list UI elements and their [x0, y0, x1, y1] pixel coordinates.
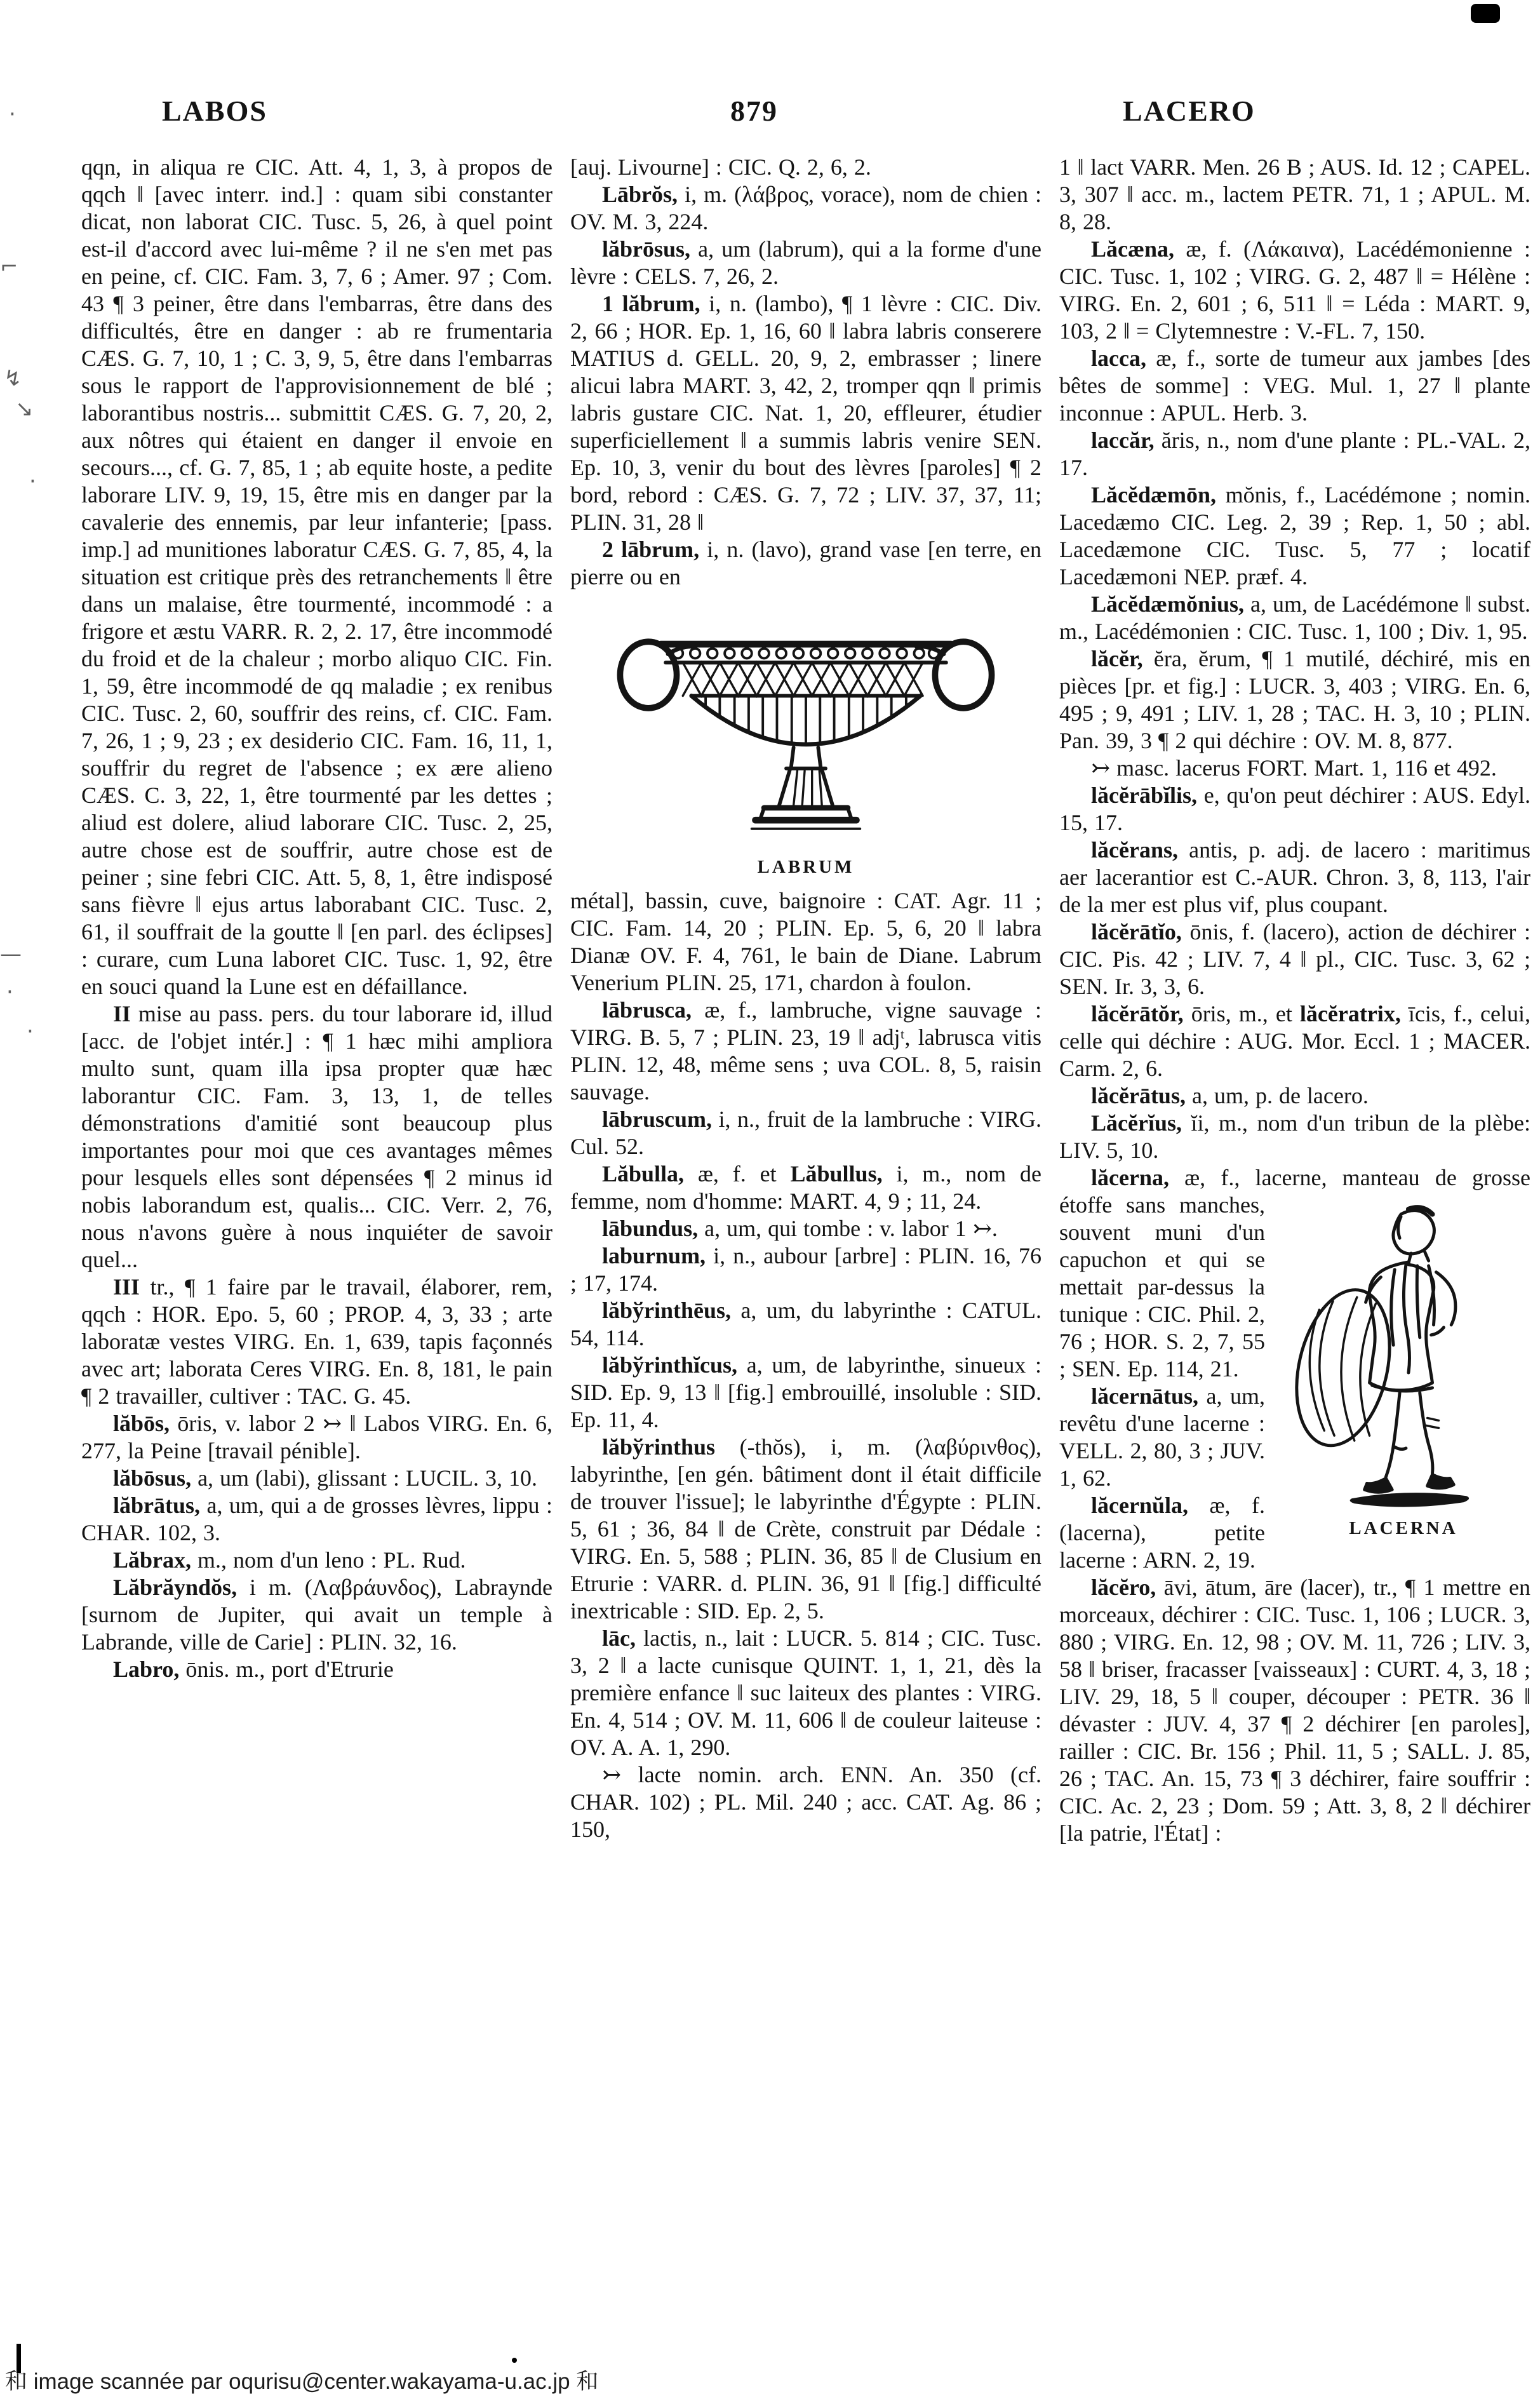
dictionary-entry: 1 lăbrum, i, n. (lambo), ¶ 1 lèvre : CIC. Div. 2, 66 ; HOR. Ep. 1, 16, 60 ‖ labra labris conserere MATIUS d. GELL. 20, 9, 2, embrasser ; linere alicui labra MART. 3, 42, 2, tromper qqn ‖ primis labris gustare CIC. Nat. 1, 20, effleurer, étudier superficiellement ‖ a summis labris venire SEN. Ep. 10, 3, venir du bout des lèvres [paroles] ¶ 2 bord, rebord : CÆS. G. 7, 72 ; LIV. 37, 37, 11; PLIN. 31, 28 ‖ [570, 291, 1041, 535]
dictionary-entry: lăcĕrātĭo, ōnis, f. (lacero), action de déchirer : CIC. Pis. 42 ; LIV. 7, 4 ‖ pl., CIC. Tusc. 3, 62 ; SEN. Ir. 3, 3, 6. [1059, 919, 1530, 999]
headword: lăcernātus, [1091, 1383, 1198, 1409]
headword: Lăcæna, [1091, 236, 1175, 262]
dictionary-entry: lăbōs, ōris, v. labor 2 ↣ ‖ Labos VIRG. En. 6, 277, la Peine [travail pénible]. [81, 1411, 552, 1463]
headword: 1 lăbrum, [602, 291, 700, 316]
dictionary-entry: lāc, lactis, n., lait : LUCR. 5. 814 ; CIC. Tusc. 3, 2 ‖ a lacte cunisque QUINT. 1, 1, 21, dès la première enfance ‖ suc laiteux des plantes : VIRG. En. 4, 514 ; OV. M. 11, 606 ‖ de couleur laiteuse : OV. A. A. 1, 290. [570, 1625, 1041, 1760]
pencil-mark: · [9, 102, 16, 127]
dictionary-entry: lăbrātus, a, um, qui a de grosses lèvres, lippu : CHAR. 102, 3. [81, 1493, 552, 1545]
headword: lăbrōsus, [602, 236, 691, 262]
page-number: 879 [730, 95, 778, 127]
headword: Lăcĕdæmōn, [1091, 482, 1216, 507]
dictionary-entry: lăcĕrātus, a, um, p. de lacero. [1091, 1083, 1369, 1108]
headword: Labro, [113, 1657, 180, 1682]
headword: lăbrātus, [113, 1493, 201, 1518]
headword: Lăbullus, [790, 1161, 883, 1186]
dictionary-entry: lăbўrinthus (-thŏs), i, m. (λαβύρινθος), labyrinthe, [en gén. bâtiment dont il était difficile de trouver l'issue]; le labyrinthe d'Égypte : PLIN. 5, 61 ; 36, 84 ‖ de Crète, construit par Dédale : VIRG. En. 5, 588 ; PLIN. 36, 85 ‖ de Clusium en Etrurie : VARR. d. PLIN. 36, 91 ‖ [fig.] difficulté inextricable : SID. Ep. 2, 5. [570, 1434, 1041, 1623]
headword: Lăbrax, [113, 1547, 192, 1573]
headword: lăbўrinthus [602, 1434, 716, 1460]
dictionary-entry: Lābrŏs, i, m. (λάβρος, vorace), nom de chien : OV. M. 3, 224. [570, 182, 1041, 234]
headword: lăcĕrans, [1091, 837, 1178, 863]
column-left [81, 154, 552, 1683]
dictionary-entry: Lăcĕdæmōn, mŏnis, f., Lacédémone ; nomin. Lacedæmo CIC. Leg. 2, 39 ; Rep. 1, 50 ; abl. Lacedæmone CIC. Tusc. 5, 77 ; locatif Lacedæmoni NEP. præf. 4. [1059, 482, 1530, 589]
dictionary-entry: lăcernātus, a, um, revêtu d'une lacerne : VELL. 2, 80, 3 ; JUV. 1, 62. [1059, 1383, 1265, 1491]
pencil-mark: — [0, 941, 22, 967]
dictionary-entry: lăcĕrans, antis, p. adj. de lacero : maritimus aer lacerantior est C.-AUR. Chron. 3, 8, 113, l'air de la mer est plus vif, plus coupant. [1059, 837, 1530, 917]
dictionary-entry: lābruscum, i, n., fruit de la lambruche : VIRG. Cul. 52. [570, 1106, 1041, 1159]
headword: lăcĕrātĭo, [1091, 919, 1182, 944]
headword: Lābrŏs, [602, 182, 678, 207]
entry-continuation: qqn, in aliqua re CIC. Att. 4, 1, 3, à propos de qqch ‖ [avec interr. ind.] : quam sibi constanter dicat, non laborat CIC. Tusc. 5, 26, à quel point est-il d'accord avec lui-même ? il ne s'en met pas en peine, cf. CIC. Fam. 3, 7, 6 ; Amer. 97 ; Com. 43 ¶ 3 peiner, être dans l'embarras, être dans des difficultés, être en danger : ab re frumentaria CÆS. G. 7, 10, 1 ; C. 3, 9, 5, être dans l'embarras sous le rapport de l'approvisionnement de blé ; laborantibus nostris... submittit CÆS. G. 7, 20, 2, aux nôtres qui étaient en danger il envoie en secours..., cf. G. 7, 85, 1 ; ab equite hoste, a pedite laborare LIV. 9, 19, 15, être mis en danger par la cavalerie des ennemis, par leur infanterie; [pass. imp.] ad munitiones laboratur CÆS. G. 7, 85, 4, la situation est critique près des retranchements ‖ être dans un malaise, être tourmenté, incommodé : a frigore et æstu VARR. R. 2, 2. 17, être incommodé du froid et de la chaleur ; morbo aliquo CIC. Fin. 1, 59, être incommodé de qq maladie ; ex renibus CIC. Tusc. 2, 60, souffrir des reins, cf. CIC. Fam. 7, 26, 1 ; 9, 23 ; ex desiderio CIC. Fam. 16, 11, 1, souffrir du regret de l'absence ; ex ære alieno CÆS. C. 3, 22, 1, être tourmenté par les dettes ; aliud est dolere, aliud laborare CIC. Tusc. 2, 25, autre chose est de souffrir, autre chose est de peiner ; sine febri CIC. Att. 5, 8, 1, être indisposé sans fièvre ‖ ejus artus laborabant CIC. Tusc. 2, 61, il souffrait de la goutte ‖ [en parl. des éclipses] : curare, cum Luna laboret CIC. Tusc. 1, 92, être en souci quand la Lune est en défaillance. [81, 154, 552, 999]
headword: lăcĕro, [1091, 1575, 1156, 1600]
headword: lābrusca, [602, 997, 692, 1023]
headword: lăcĕrābĭlis, [1091, 783, 1197, 808]
column-middle [570, 154, 1041, 1843]
headword: lăcernŭla, [1091, 1493, 1188, 1518]
header-keyword-left: LABOS [162, 95, 267, 127]
pencil-mark: · [27, 1019, 34, 1044]
headword: Lăbulla, [602, 1161, 685, 1186]
dictionary-entry: Lăcĕrĭus, ĭi, m., nom d'un tribun de la plèbe: LIV. 5, 10. [1059, 1110, 1530, 1163]
dictionary-entry: laburnum, i, n., aubour [arbre] : PLIN. 16, 76 ; 17, 174. [570, 1243, 1041, 1296]
pencil-mark: · [6, 979, 13, 1005]
dictionary-entry: laccăr, ăris, n., nom d'une plante : PL.-VAL. 2, 17. [1059, 427, 1530, 480]
pencil-mark: ↘ [15, 396, 34, 422]
header-keyword-right: LACERO [1123, 95, 1255, 127]
dictionary-entry: Lăbulla, æ, f. et Lăbullus, i, m., nom de femme, nom d'homme: MART. 4, 9 ; 11, 24. [570, 1161, 1041, 1214]
lacerna-figure-drawing [1278, 1195, 1529, 1510]
headword: lābruscum, [602, 1106, 713, 1132]
scan-artifact-dot [512, 2358, 517, 2363]
dictionary-entry: III tr., ¶ 1 faire par le travail, élaborer, rem, qqch : HOR. Epo. 5, 60 ; PROP. 4, 3, 33 ; arte laboratæ vestes VIRG. En. 1, 639, tapis façonnés avec art; laborata Ceres VIRG. En. 8, 181, le pain ¶ 2 travailler, cultiver : TAC. G. 45. [81, 1274, 552, 1409]
dictionary-entry: lăcerna, æ, f., lacerne, manteau LACERNA de grosse étoffe sans manches, souvent muni d'un capuchon et qui se mettait par-dessus la tunique : CIC. Phil. 2, 76 ; HOR. S. 2, 7, 55 ; SEN. Ep. 114, 21. [1059, 1164, 1530, 1383]
entry-continuation: [auj. Livourne] : CIC. Q. 2, 6, 2. [570, 154, 871, 180]
headword: lăbўrinthĭcus, [602, 1352, 738, 1378]
headword: Lăbrăyndŏs, [113, 1575, 238, 1600]
labrum-illustration [609, 602, 1003, 881]
headword: lăcĕratrix, [1299, 1001, 1401, 1026]
headword: lăbōs, [113, 1411, 170, 1436]
entry-continuation: métal], bassin, cuve, baignoire : CAT. Agr. 11 ; CIC. Fam. 14, 20 ; PLIN. Ep. 5, 6, 20 ‖ labra Dianæ OV. F. 4, 761, le bain de Diane. Labrum Venerium PLIN. 25, 171, chardon à foulon. [570, 888, 1041, 995]
dictionary-entry: Lăcĕdæmŏnius, a, um, de Lacédémone ‖ subst. m., Lacédémonien : CIC. Tusc. 1, 100 ; Div. 1, 95. [1059, 591, 1531, 644]
dictionary-entry: Labro, ōnis. m., port d'Etrurie [113, 1657, 394, 1682]
headword: lābundus, [602, 1216, 699, 1241]
headword: 2 lābrum, [602, 537, 700, 562]
headword: lacca, [1091, 346, 1146, 371]
headword: lăbўrinthēus, [602, 1298, 732, 1323]
scan-credit-footer: 和 image scannée par oqurisu@center.wakayama-u.ac.jp 和 [5, 2369, 599, 2394]
dictionary-entry: lābundus, a, um, qui tombe : v. labor 1 ↣. [602, 1216, 998, 1241]
entry-continuation: ↣ lacte nomin. arch. ENN. An. 350 (cf. CHAR. 102) ; PL. Mil. 240 ; acc. CAT. Ag. 86 ; 150, [570, 1762, 1041, 1842]
labrum-vase-drawing [609, 602, 1003, 849]
headword: lăcerna, [1091, 1165, 1169, 1190]
dictionary-entry: lăbўrinthĭcus, a, um, de labyrinthe, sinueux : SID. Ep. 9, 13 ‖ [fig.] embrouillé, insoluble : SID. Ep. 11, 4. [570, 1352, 1041, 1432]
dictionary-entry: Lăcæna, æ, f. (Λάκαινα), Lacédémonienne : CIC. Tusc. 1, 102 ; VIRG. G. 2, 487 ‖ = Hélène : VIRG. En. 2, 601 ; 6, 511 ‖ = Léda : MART. 9, 103, 2 ‖ = Clytemnestre : V.-FL. 7, 150. [1059, 236, 1530, 344]
dictionary-entry: lăbōsus, a, um (labi), glissant : LUCIL. 3, 10. [113, 1465, 538, 1491]
dictionary-entry: lăcĕrātŏr, ōris, m., et lăcĕratrix, īcis, f., celui, celle qui déchire : AUG. Mor. Eccl. 1 ; MACER. Carm. 2, 6. [1059, 1001, 1530, 1081]
dictionary-entry: lăcernŭla, æ, f. (lacerna), petite lacerne : ARN. 2, 19. [1059, 1493, 1265, 1573]
lacerna-caption: LACERNA [1349, 1518, 1458, 1538]
entry-continuation: 1 ‖ lact VARR. Men. 26 B ; AUS. Id. 12 ; CAPEL. 3, 307 ‖ acc. m., lactem PETR. 71, 1 ; APUL. M. 8, 28. [1059, 154, 1530, 234]
headword: lāc, [602, 1625, 636, 1651]
pencil-mark: ↯ [4, 366, 22, 391]
dictionary-entry: lăbrōsus, a, um (labrum), qui a la forme d'une lèvre : CELS. 7, 26, 2. [570, 236, 1041, 289]
dictionary-entry: lăbўrinthēus, a, um, du labyrinthe : CATUL. 54, 114. [570, 1298, 1041, 1350]
headword: lăcĕrātŏr, [1091, 1001, 1184, 1026]
dictionary-entry: lăcĕr, ĕra, ĕrum, ¶ 1 mutilé, déchiré, mis en pièces [pr. et fig.] : LUCR. 3, 403 ; VIRG. En. 6, 495 ; 9, 491 ; LIV. 1, 28 ; TAC. H. 3, 10 ; PLIN. Pan. 39, 3 ¶ 2 qui déchire : OV. M. 8, 877. [1059, 646, 1530, 753]
headword: laccăr, [1091, 427, 1155, 453]
dictionary-entry: Lăbrăyndŏs, i m. (Λαβράυνδος), Labraynde [surnom de Jupiter, qui avait un temple à Labrande, ville de Carie] : PLIN. 32, 16. [81, 1575, 552, 1655]
dictionary-entry: 2 lābrum, i, n. (lavo), grand vase [en terre, en pierre ou en [570, 537, 1041, 589]
headword: lăcĕr, [1091, 646, 1143, 671]
pencil-mark: · [29, 469, 36, 494]
headword: lăbōsus, [113, 1465, 192, 1491]
headword: II [113, 1001, 131, 1026]
headword: Lăcĕdæmŏnius, [1091, 591, 1245, 617]
dictionary-entry: II mise au pass. pers. du tour laborare id, illud [acc. de l'objet intér.] : ¶ 1 hæc mihi ampliora multo sunt, quam illa ipsa propter quæ hæc laborantur CIC. Fam. 3, 13, 1, de telles démonstrations d'amitié sont beaucoup plus importantes pour moi que ces avantages mêmes pour lesquels elles sont dépensées ¶ 2 minus id nobis laborandum est, qualis... CIC. Verr. 2, 76, nous n'avons guère à nous inquiéter de savoir quel... [81, 1001, 552, 1272]
dictionary-entry: Lăbrax, m., nom d'un leno : PL. Rud. [113, 1547, 466, 1573]
headword: Lăcĕrĭus, [1091, 1110, 1182, 1136]
headword: laburnum, [602, 1243, 706, 1268]
lacerna-illustration [1276, 1195, 1530, 1542]
column-right [1059, 154, 1530, 1847]
dictionary-entry: lăcĕro, āvi, ātum, āre (lacer), tr., ¶ 1 mettre en morceaux, déchirer : CIC. Tusc. 1, 106 ; LUCR. 3, 880 ; VIRG. En. 12, 98 ; OV. M. 11, 726 ; LIV. 3, 58 ‖ briser, fracasser [vaisseaux] : CURT. 4, 3, 18 ; LIV. 29, 18, 5 ‖ couper, découper : PETR. 36 ‖ dévaster : JUV. 4, 37 ¶ 2 déchirer [en paroles], railler : CIC. Br. 156 ; Phil. 11, 5 ; SALL. J. 85, 26 ; TAC. An. 15, 73 ¶ 3 déchirer, faire souffrir : CIC. Ac. 2, 23 ; Dom. 59 ; Att. 3, 8, 2 ‖ déchirer [la patrie, l'État] : [1059, 1575, 1530, 1846]
dictionary-entry: lacca, æ, f., sorte de tumeur aux jambes [des bêtes de somme] : VEG. Mul. 1, 27 ‖ plante inconnue : APUL. Herb. 3. [1059, 346, 1530, 426]
headword: lăcĕrātus, [1091, 1083, 1186, 1108]
scan-artifact-corner [1471, 4, 1500, 23]
labrum-caption: LABRUM [757, 857, 855, 877]
pencil-mark: ⌐ [0, 254, 18, 279]
headword: III [113, 1274, 140, 1300]
dictionary-entry: lābrusca, æ, f., lambruche, vigne sauvage : VIRG. B. 5, 7 ; PLIN. 23, 19 ‖ adjᵗ, labrusca vitis PLIN. 12, 48, même sens ; uva COL. 8, 5, raisin sauvage. [570, 997, 1041, 1105]
entry-continuation: ↣ masc. lacerus FORT. Mart. 1, 116 et 492. [1091, 755, 1497, 781]
dictionary-entry: lăcĕrābĭlis, e, qu'on peut déchirer : AUS. Edyl. 15, 17. [1059, 783, 1530, 835]
